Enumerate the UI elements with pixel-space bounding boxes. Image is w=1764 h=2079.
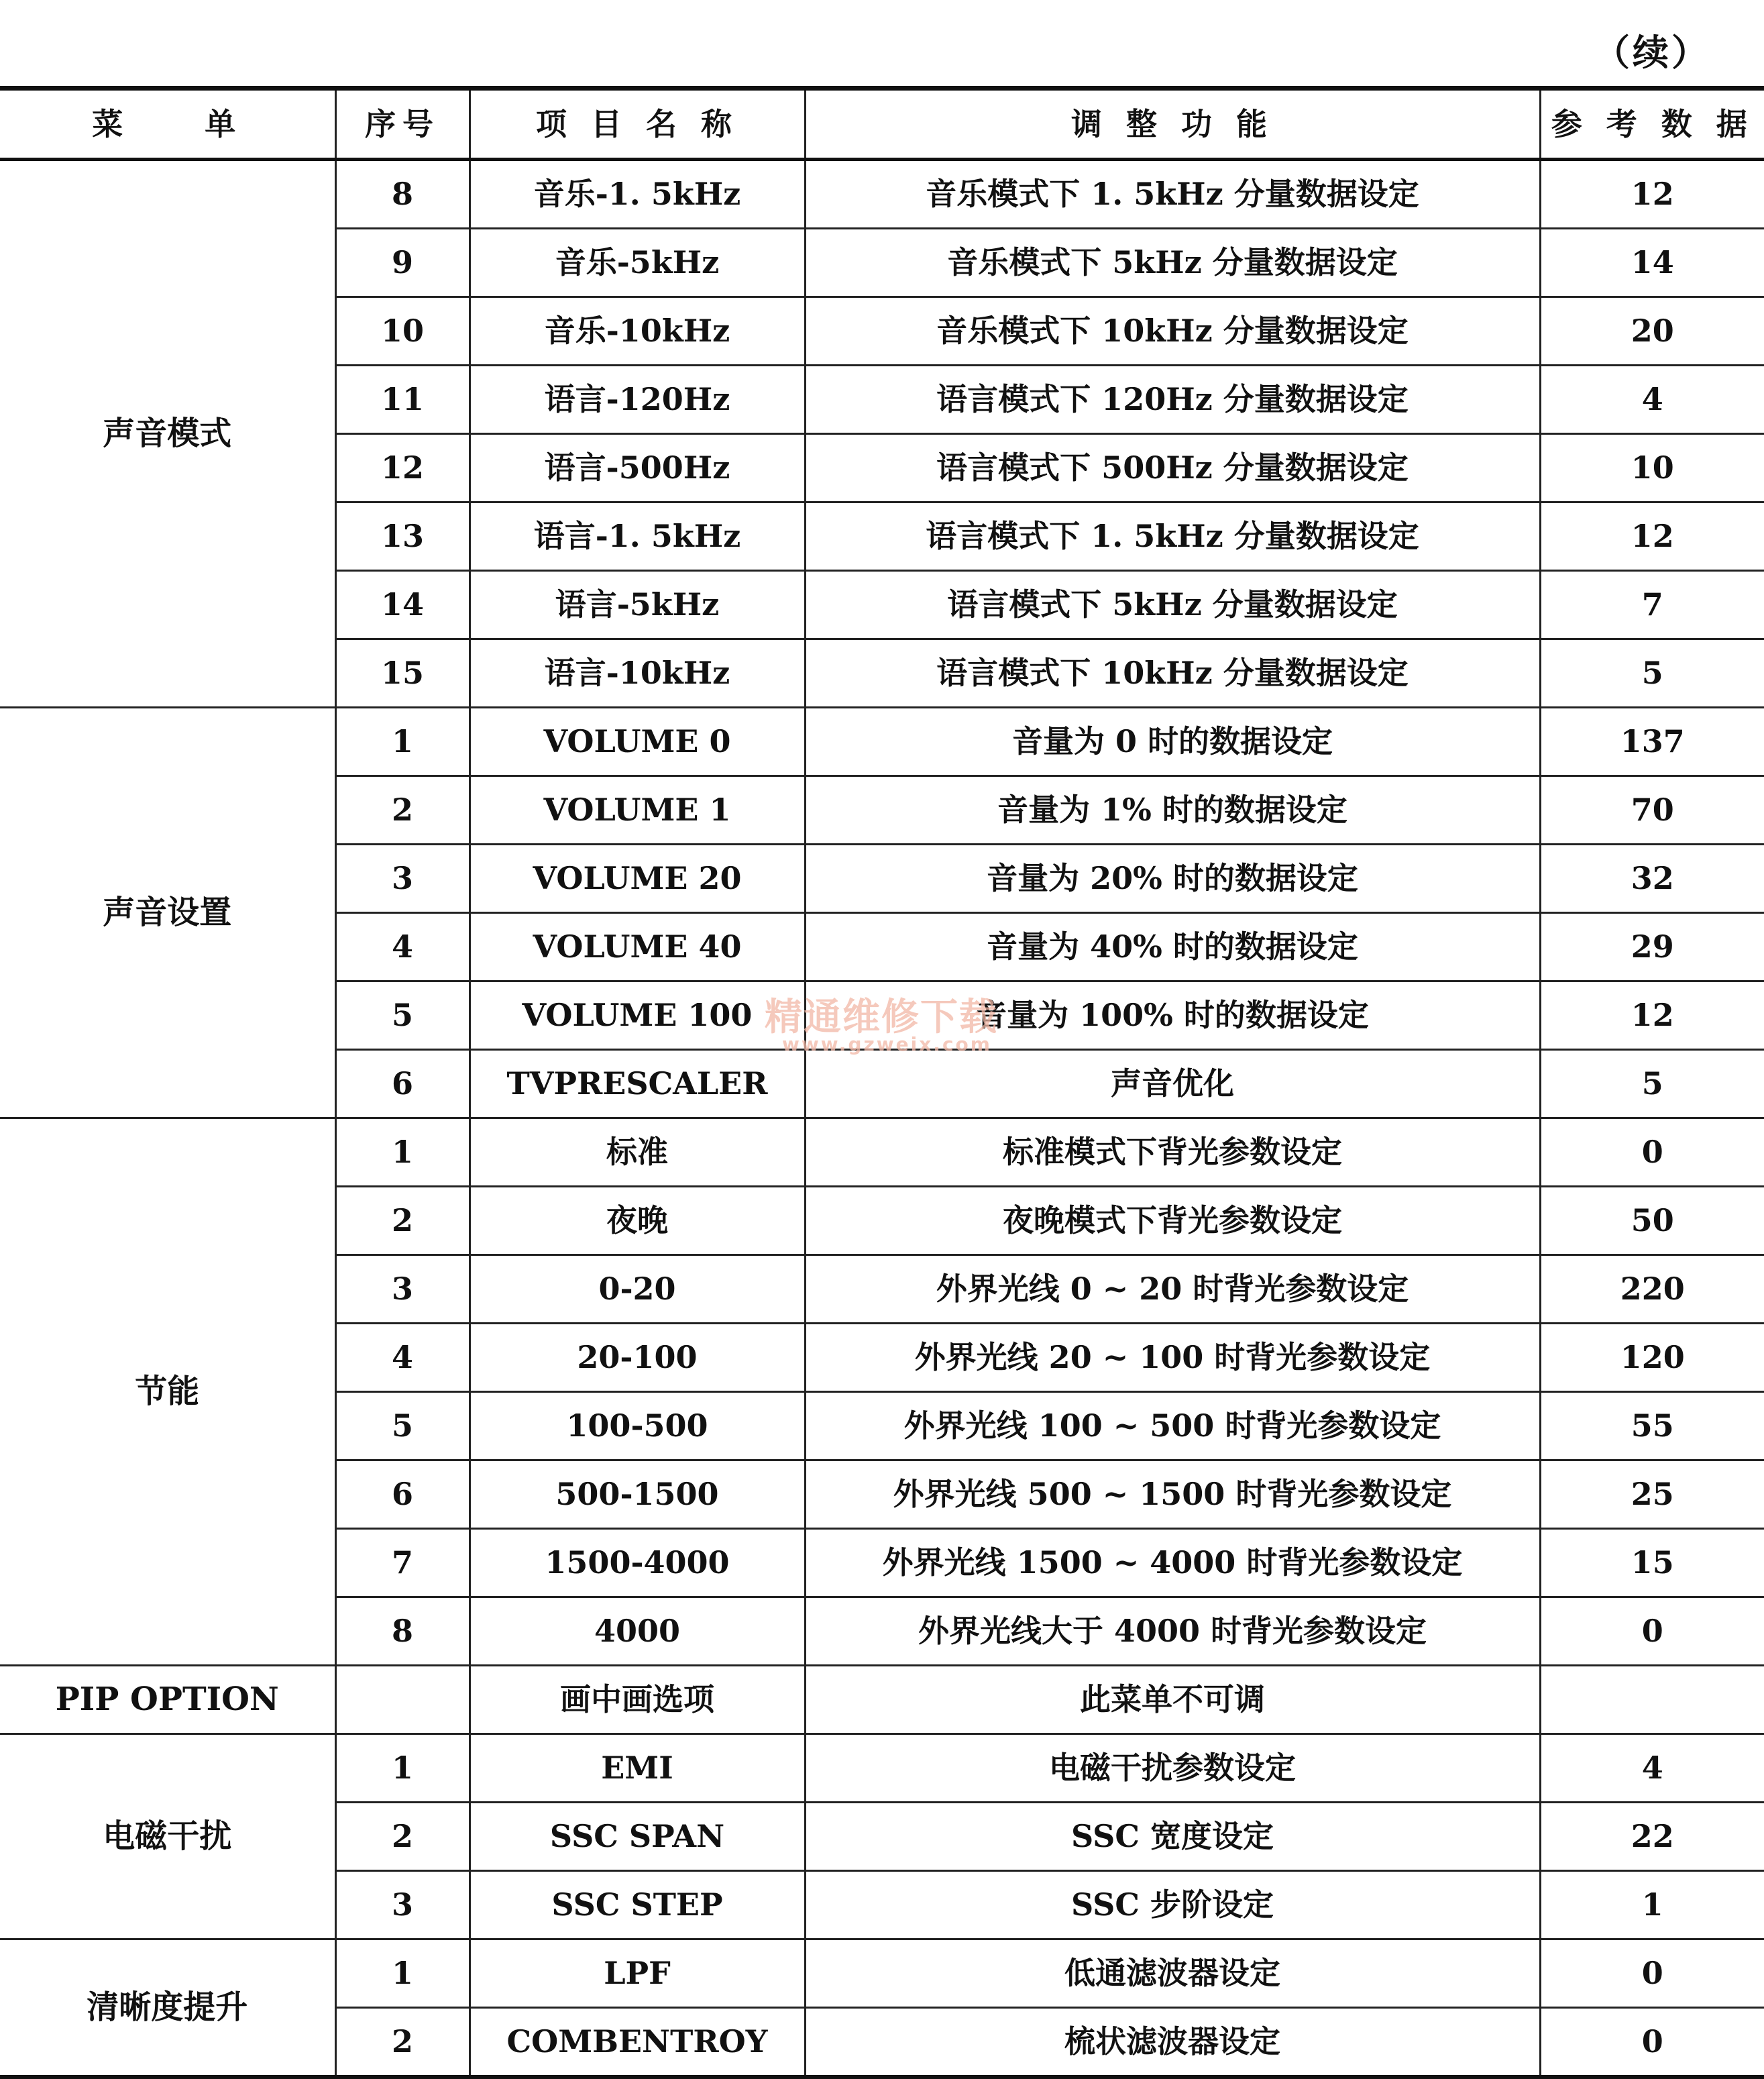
item-name-cell: 语言-10kHz — [470, 639, 805, 708]
function-cell: 外界光线 20 ~ 100 时背光参数设定 — [805, 1324, 1540, 1392]
number-cell: 2 — [335, 1187, 470, 1255]
number-cell: 2 — [335, 1803, 470, 1871]
item-name-cell: 标准 — [470, 1118, 805, 1187]
number-cell: 10 — [335, 297, 470, 366]
reference-value-cell: 50 — [1540, 1187, 1764, 1255]
item-name-cell: SSC STEP — [470, 1871, 805, 1939]
reference-value-cell: 55 — [1540, 1392, 1764, 1460]
continued-label: （续） — [1594, 31, 1710, 74]
function-cell: 音乐模式下 10kHz 分量数据设定 — [805, 297, 1540, 366]
item-name-cell: 音乐-1. 5kHz — [470, 160, 805, 229]
function-cell: 外界光线 1500 ~ 4000 时背光参数设定 — [805, 1529, 1540, 1597]
table-body — [0, 160, 1764, 2078]
reference-value-cell: 22 — [1540, 1803, 1764, 1871]
reference-value-cell: 70 — [1540, 776, 1764, 845]
function-cell: 此菜单不可调 — [805, 1666, 1540, 1734]
item-name-cell: LPF — [470, 1939, 805, 2008]
reference-value-cell: 4 — [1540, 1734, 1764, 1803]
reference-value-cell: 0 — [1540, 1939, 1764, 2008]
number-cell: 1 — [335, 708, 470, 776]
item-name-cell: TVPRESCALER — [470, 1050, 805, 1118]
number-cell — [335, 1666, 470, 1734]
number-cell: 13 — [335, 502, 470, 571]
function-cell: 标准模式下背光参数设定 — [805, 1118, 1540, 1187]
function-cell: SSC 步阶设定 — [805, 1871, 1540, 1939]
reference-value-cell: 29 — [1540, 913, 1764, 981]
watermark-text: 精通维修下载 — [765, 995, 998, 1039]
function-cell: 语言模式下 1. 5kHz 分量数据设定 — [805, 502, 1540, 571]
number-cell: 12 — [335, 434, 470, 502]
table-row — [0, 1666, 1764, 1734]
function-cell: 音量为 40% 时的数据设定 — [805, 913, 1540, 981]
number-cell: 1 — [335, 1939, 470, 2008]
item-name-cell: VOLUME 20 — [470, 845, 805, 913]
item-name-cell: 20-100 — [470, 1324, 805, 1392]
number-cell: 1 — [335, 1734, 470, 1803]
header-row — [0, 89, 1764, 160]
reference-value-cell: 7 — [1540, 571, 1764, 639]
menu-cell: 清晰度提升 — [0, 1939, 335, 2078]
reference-value-cell: 4 — [1540, 366, 1764, 434]
menu-cell: 声音设置 — [0, 708, 335, 1118]
reference-value-cell: 0 — [1540, 1597, 1764, 1666]
reference-value-cell — [1540, 1666, 1764, 1734]
table-row — [0, 708, 1764, 776]
reference-value-cell: 15 — [1540, 1529, 1764, 1597]
function-cell: 音量为 20% 时的数据设定 — [805, 845, 1540, 913]
number-cell: 8 — [335, 1597, 470, 1666]
reference-value-cell: 220 — [1540, 1255, 1764, 1324]
number-cell: 11 — [335, 366, 470, 434]
number-cell: 8 — [335, 160, 470, 229]
header-reference-data: 参 考 数 据 — [1540, 89, 1764, 160]
reference-value-cell: 0 — [1540, 1118, 1764, 1187]
item-name-cell: EMI — [470, 1734, 805, 1803]
function-cell: 外界光线 500 ~ 1500 时背光参数设定 — [805, 1460, 1540, 1529]
function-cell: 音量为 1% 时的数据设定 — [805, 776, 1540, 845]
number-cell: 2 — [335, 776, 470, 845]
number-cell: 4 — [335, 1324, 470, 1392]
reference-value-cell: 137 — [1540, 708, 1764, 776]
number-cell: 6 — [335, 1460, 470, 1529]
number-cell: 5 — [335, 1392, 470, 1460]
item-name-cell: 0-20 — [470, 1255, 805, 1324]
number-cell: 3 — [335, 1255, 470, 1324]
item-name-cell: 语言-5kHz — [470, 571, 805, 639]
reference-value-cell: 1 — [1540, 1871, 1764, 1939]
function-cell: 电磁干扰参数设定 — [805, 1734, 1540, 1803]
item-name-cell: 100-500 — [470, 1392, 805, 1460]
function-cell: 梳状滤波器设定 — [805, 2008, 1540, 2078]
item-name-cell: 夜晚 — [470, 1187, 805, 1255]
table-row — [0, 1734, 1764, 1803]
number-cell: 5 — [335, 981, 470, 1050]
number-cell: 6 — [335, 1050, 470, 1118]
item-name-cell: 语言-500Hz — [470, 434, 805, 502]
item-name-cell: VOLUME 1 — [470, 776, 805, 845]
item-name-cell: VOLUME 40 — [470, 913, 805, 981]
reference-value-cell: 12 — [1540, 502, 1764, 571]
function-cell: 声音优化 — [805, 1050, 1540, 1118]
number-cell: 14 — [335, 571, 470, 639]
reference-value-cell: 32 — [1540, 845, 1764, 913]
function-cell: 语言模式下 5kHz 分量数据设定 — [805, 571, 1540, 639]
item-name-cell: SSC SPAN — [470, 1803, 805, 1871]
function-cell: 外界光线大于 4000 时背光参数设定 — [805, 1597, 1540, 1666]
header-item-name: 项 目 名 称 — [470, 89, 805, 160]
function-cell: 语言模式下 120Hz 分量数据设定 — [805, 366, 1540, 434]
item-name-cell: 语言-120Hz — [470, 366, 805, 434]
watermark-url: www.gzweix.com — [782, 1033, 992, 1055]
item-name-cell: VOLUME 100 — [470, 981, 805, 1050]
reference-value-cell: 120 — [1540, 1324, 1764, 1392]
function-cell: SSC 宽度设定 — [805, 1803, 1540, 1871]
number-cell: 2 — [335, 2008, 470, 2078]
number-cell: 3 — [335, 845, 470, 913]
reference-value-cell: 12 — [1540, 160, 1764, 229]
reference-value-cell: 0 — [1540, 2008, 1764, 2078]
number-cell: 1 — [335, 1118, 470, 1187]
header-function: 调 整 功 能 — [805, 89, 1540, 160]
reference-value-cell: 25 — [1540, 1460, 1764, 1529]
reference-value-cell: 10 — [1540, 434, 1764, 502]
table-row — [0, 160, 1764, 229]
menu-cell: 电磁干扰 — [0, 1734, 335, 1939]
item-name-cell: 语言-1. 5kHz — [470, 502, 805, 571]
number-cell: 7 — [335, 1529, 470, 1597]
table-row — [0, 1118, 1764, 1187]
function-cell: 语言模式下 10kHz 分量数据设定 — [805, 639, 1540, 708]
item-name-cell: 4000 — [470, 1597, 805, 1666]
function-cell: 音量为 0 时的数据设定 — [805, 708, 1540, 776]
item-name-cell: VOLUME 0 — [470, 708, 805, 776]
function-cell: 外界光线 100 ~ 500 时背光参数设定 — [805, 1392, 1540, 1460]
item-name-cell: COMBENTROY — [470, 2008, 805, 2078]
number-cell: 15 — [335, 639, 470, 708]
function-cell: 外界光线 0 ~ 20 时背光参数设定 — [805, 1255, 1540, 1324]
function-cell: 音乐模式下 5kHz 分量数据设定 — [805, 229, 1540, 297]
function-cell: 夜晚模式下背光参数设定 — [805, 1187, 1540, 1255]
number-cell: 3 — [335, 1871, 470, 1939]
menu-cell: 节能 — [0, 1118, 335, 1666]
number-cell: 4 — [335, 913, 470, 981]
reference-value-cell: 20 — [1540, 297, 1764, 366]
item-name-cell: 画中画选项 — [470, 1666, 805, 1734]
item-name-cell: 音乐-10kHz — [470, 297, 805, 366]
reference-value-cell: 5 — [1540, 639, 1764, 708]
number-cell: 9 — [335, 229, 470, 297]
function-cell: 低通滤波器设定 — [805, 1939, 1540, 2008]
item-name-cell: 音乐-5kHz — [470, 229, 805, 297]
function-cell: 音乐模式下 1. 5kHz 分量数据设定 — [805, 160, 1540, 229]
table-row — [0, 1939, 1764, 2008]
header-menu: 菜 单 — [0, 89, 335, 160]
reference-value-cell: 12 — [1540, 981, 1764, 1050]
item-name-cell: 1500-4000 — [470, 1529, 805, 1597]
item-name-cell: 500-1500 — [470, 1460, 805, 1529]
reference-value-cell: 14 — [1540, 229, 1764, 297]
parameter-table — [0, 86, 1764, 2079]
reference-value-cell: 5 — [1540, 1050, 1764, 1118]
header-number: 序号 — [335, 89, 470, 160]
function-cell: 语言模式下 500Hz 分量数据设定 — [805, 434, 1540, 502]
function-cell: 音量为 100% 时的数据设定 — [805, 981, 1540, 1050]
menu-cell: PIP OPTION — [0, 1666, 335, 1734]
menu-cell: 声音模式 — [0, 160, 335, 708]
